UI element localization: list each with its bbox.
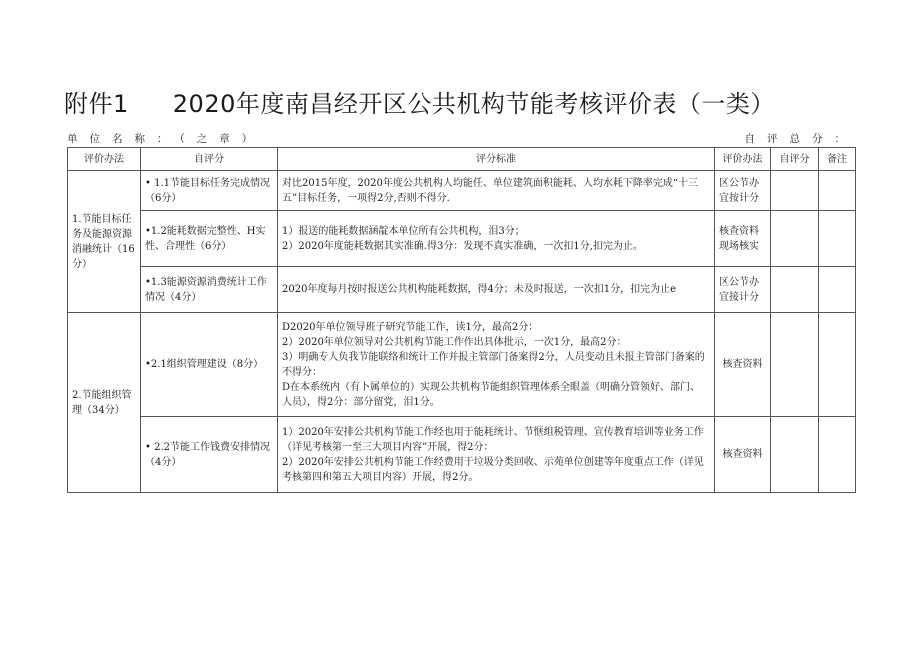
title-text: 2020年度南昌经开区公共机构节能考核评价表（一类）	[172, 90, 775, 118]
method-cell: 核查资料现场核实	[715, 211, 771, 267]
method-cell: 区公节办宜按计分	[715, 171, 771, 211]
evaluation-table	[67, 147, 856, 493]
method-cell: 区公节办宜接计分	[715, 267, 771, 313]
header-self-score: 自评分	[141, 148, 278, 171]
header-method: 评价办法	[68, 148, 141, 171]
criteria-cell: 2020年度每月按时报送公共机构能耗数据，得4分；未及时报送，一次扣1分，扣完为止e	[278, 267, 715, 313]
criteria-cell: 对比2015年度，2020年度公共机构人均能任、单位建筑面积能耗、人均水耗下降率完成“十三五”目标任务，一项得2分,否则不得分.	[278, 171, 715, 211]
document-title	[64, 84, 775, 119]
table-header-row	[68, 148, 856, 171]
self-score-cell[interactable]	[771, 267, 819, 313]
item-cell: • 1.1节能目标任务完成情况（6分）	[141, 171, 278, 211]
title-number: 附件1	[64, 90, 129, 118]
unit-line	[67, 131, 857, 146]
self-score-cell[interactable]	[771, 171, 819, 211]
category-cell: 1.节能目标任务及能源资源消融统计（16分）	[68, 171, 141, 313]
item-cell: • 2.2节能工作钱费安排情况（4分）	[141, 417, 278, 493]
self-score-cell[interactable]	[771, 313, 819, 417]
self-total-label: 自评总分：	[744, 133, 857, 145]
self-score-cell[interactable]	[771, 417, 819, 493]
header-method-2: 评价办法	[715, 148, 771, 171]
criteria-cell: D2020年单位领导班子研究节能工作，读1分，最高2分： 2）2020年单位领导对公共机构节能工作作出具体批示，一次1分，最高2分： 3）明确专人负我节能联络和统计工作并报主管部门备案得2分，人员变动且未报主管部门备案的不得分： D在本系统内（有卜属单位的）实现公共机构节能组织管理体系全眼盖（明确分管领好、部门、人员），得2分：部分留党，泪1分。	[278, 313, 715, 417]
method-cell: 核查资料	[715, 417, 771, 493]
self-score-cell[interactable]	[771, 211, 819, 267]
header-self-score-2: 自评分	[771, 148, 819, 171]
category-cell: 2.节能组织管理（34分）	[68, 313, 141, 493]
header-criteria: 评分标准	[278, 148, 715, 171]
header-remarks: 备注	[819, 148, 856, 171]
remarks-cell[interactable]	[819, 417, 856, 493]
remarks-cell[interactable]	[819, 313, 856, 417]
item-cell: •2.1组织管理建设（8分）	[141, 313, 278, 417]
remarks-cell[interactable]	[819, 267, 856, 313]
remarks-cell[interactable]	[819, 211, 856, 267]
criteria-cell: 1）报送的能耗数据涵靛本单位所有公共机构，泪3分； 2）2020年度能耗数据其实准确.得3分：发现不真实准确，一次扣1分,扣完为止。	[278, 211, 715, 267]
table-row	[68, 313, 856, 417]
method-cell: 核査资料	[715, 313, 771, 417]
table-row	[68, 171, 856, 211]
table-row	[68, 267, 856, 313]
table-row	[68, 211, 856, 267]
item-cell: •1.3能源资源消费统计工作情况（4分）	[141, 267, 278, 313]
remarks-cell[interactable]	[819, 171, 856, 211]
unit-name-label: 单位名称：（之章）	[67, 133, 265, 145]
criteria-cell: 1）2020年安排公共机构节能工作经也用于能耗统计、节惬组税管理、宣传教育培训等业务工作（详见考核第一至三大项目内容”开展，得2分： 2）2020年安排公共机构节能工作经费用于垃圾分类回收、示苑单位创建等年度重点工作（详见考核第四和第五大项目内容）开展，得2分。	[278, 417, 715, 493]
table-row	[68, 417, 856, 493]
item-cell: •1.2能耗数据完整性、H实性、合理性（6分）	[141, 211, 278, 267]
